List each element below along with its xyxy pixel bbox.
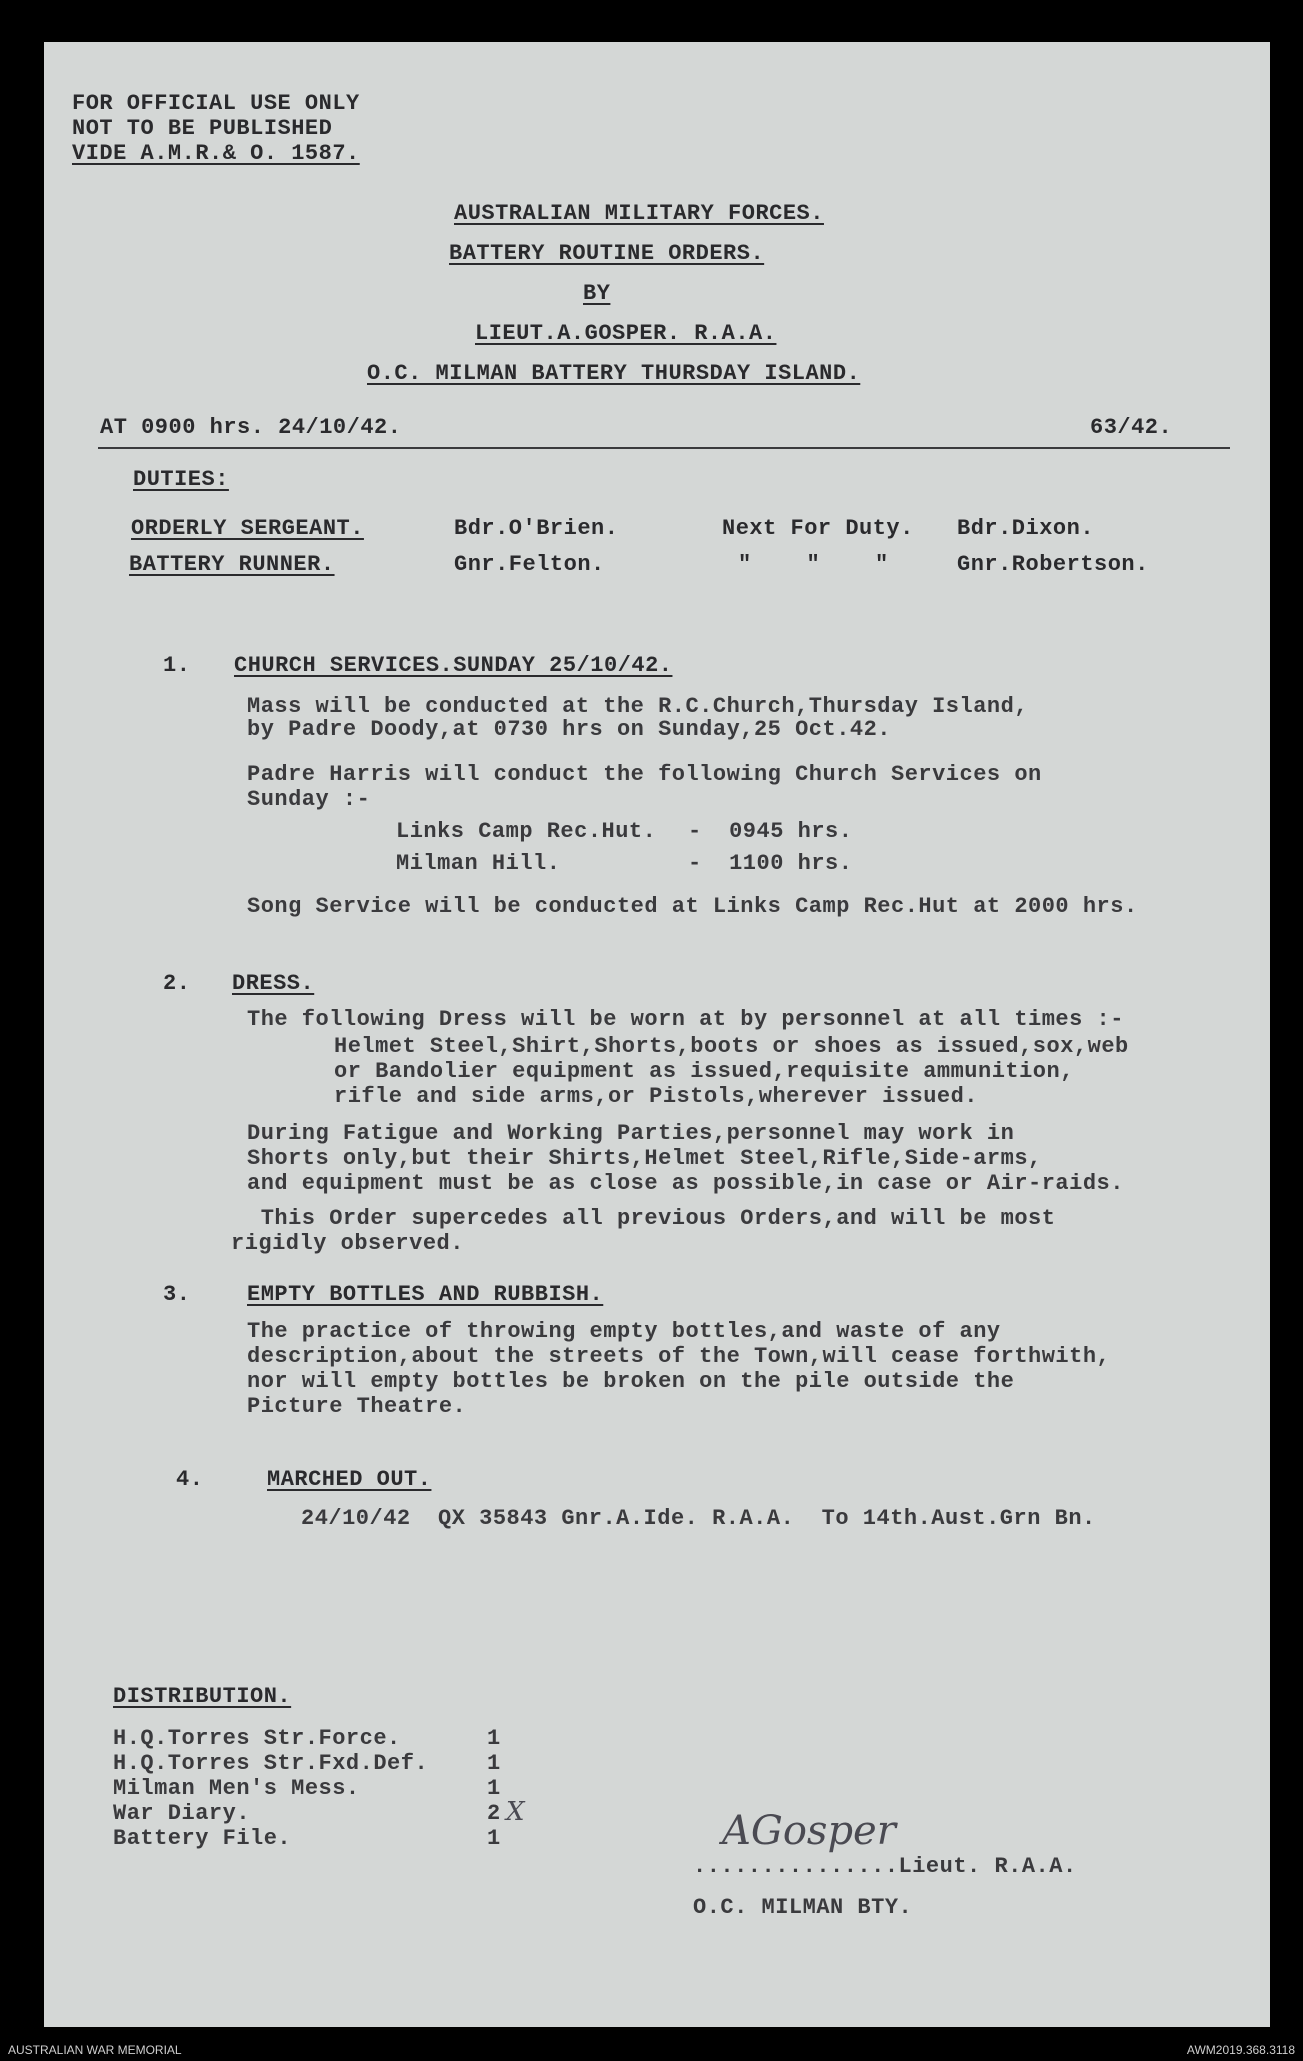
footer-credit: AUSTRALIAN WAR MEMORIAL [8,2043,182,2057]
section-2-text: Helmet Steel,Shirt,Shorts,boots or shoes as issued,sox,web [334,1034,1129,1059]
signature-title: O.C. MILMAN BTY. [693,1895,913,1920]
section-1-text: Mass will be conducted at the R.C.Church,Thursday Island, [247,694,1029,719]
distribution-heading: DISTRIBUTION. [113,1684,292,1709]
section-3-text: description,about the streets of the Town,will cease forthwith, [247,1344,1111,1369]
section-2-heading: DRESS. [232,971,315,996]
handwritten-signature: AGosper [722,1808,896,1854]
distribution-qty: 1 [487,1751,501,1776]
section-4-number: 4. [176,1467,204,1492]
title-line-2: BATTERY ROUTINE ORDERS. [449,241,765,266]
section-2-text: or Bandolier equipment as issued,requisite ammunition, [334,1059,1074,1084]
section-2-text: This Order supercedes all previous Orders,and will be most [247,1206,1056,1231]
official-use-line: FOR OFFICIAL USE ONLY [72,91,360,116]
duty-next-name: Gnr.Robertson. [957,552,1149,577]
section-3-text: The practice of throwing empty bottles,and waste of any [247,1319,1001,1344]
service-place: Milman Hill. [396,851,561,876]
distribution-qty: 1 [487,1826,501,1851]
section-4-text: 24/10/42 QX 35843 Gnr.A.Ide. R.A.A. To 14th.Aust.Grn Bn. [301,1506,1096,1531]
vide-reference-line: VIDE A.M.R.& O. 1587. [72,141,360,166]
duty-role: ORDERLY SERGEANT. [131,516,364,541]
handwritten-tick: X [506,1797,525,1827]
section-2-text: Shorts only,but their Shirts,Helmet Steel,Rifle,Side-arms, [247,1146,1042,1171]
service-time: - 1100 hrs. [688,851,853,876]
section-3-heading: EMPTY BOTTLES AND RUBBISH. [247,1282,604,1307]
section-1-number: 1. [163,653,191,678]
title-line-4: LIEUT.A.GOSPER. R.A.A. [475,321,777,346]
distribution-qty: 2 [487,1801,501,1826]
distribution-item: H.Q.Torres Str.Force. [113,1726,401,1751]
duty-role: BATTERY RUNNER. [129,552,335,577]
section-1-text: by Padre Doody,at 0730 hrs on Sunday,25 Oct.42. [247,717,892,742]
distribution-item: Battery File. [113,1826,292,1851]
section-1-text: Padre Harris will conduct the following Church Services on [247,762,1042,787]
footer-accession: AWM2019.368.3118 [1186,2043,1295,2057]
duty-next-name: Bdr.Dixon. [957,516,1095,541]
section-2-text: and equipment must be as close as possible,in case or Air-raids. [247,1171,1124,1196]
section-2-text: The following Dress will be worn at by personnel at all times :- [247,1007,1124,1032]
distribution-qty: 1 [487,1726,501,1751]
distribution-qty: 1 [487,1776,501,1801]
distribution-item: Milman Men's Mess. [113,1776,360,1801]
not-published-line: NOT TO BE PUBLISHED [72,116,333,141]
section-2-text: rifle and side arms,or Pistols,wherever issued. [334,1084,979,1109]
service-place: Links Camp Rec.Hut. [396,819,657,844]
section-1-text: Song Service will be conducted at Links Camp Rec.Hut at 2000 hrs. [247,894,1138,919]
section-4-heading: MARCHED OUT. [267,1467,432,1492]
duty-name: Bdr.O'Brien. [454,516,619,541]
service-time: - 0945 hrs. [688,819,853,844]
distribution-item: H.Q.Torres Str.Fxd.Def. [113,1751,429,1776]
order-date: AT 0900 hrs. 24/10/42. [100,415,402,440]
distribution-item: War Diary. [113,1801,251,1826]
duty-name: Gnr.Felton. [454,552,605,577]
duties-heading: DUTIES: [133,467,229,492]
title-line-1: AUSTRALIAN MILITARY FORCES. [454,201,824,226]
section-2-text: During Fatigue and Working Parties,personnel may work in [247,1121,1015,1146]
title-line-3: BY [583,281,611,306]
section-2-text: rigidly observed. [231,1231,464,1256]
signature-line: ...............Lieut. R.A.A. [693,1854,1077,1879]
order-number: 63/42. [1090,415,1173,440]
dateline-rule [98,447,1230,449]
duty-next-label: Next For Duty. [722,516,914,541]
duty-next-label: " " " [738,552,889,577]
section-3-number: 3. [163,1282,191,1307]
section-3-text: nor will empty bottles be broken on the pile outside the [247,1369,1015,1394]
section-1-text: Sunday :- [247,787,371,812]
section-2-number: 2. [163,971,191,996]
title-line-5: O.C. MILMAN BATTERY THURSDAY ISLAND. [367,361,861,386]
section-1-heading: CHURCH SERVICES.SUNDAY 25/10/42. [234,653,673,678]
section-3-text: Picture Theatre. [247,1394,467,1419]
